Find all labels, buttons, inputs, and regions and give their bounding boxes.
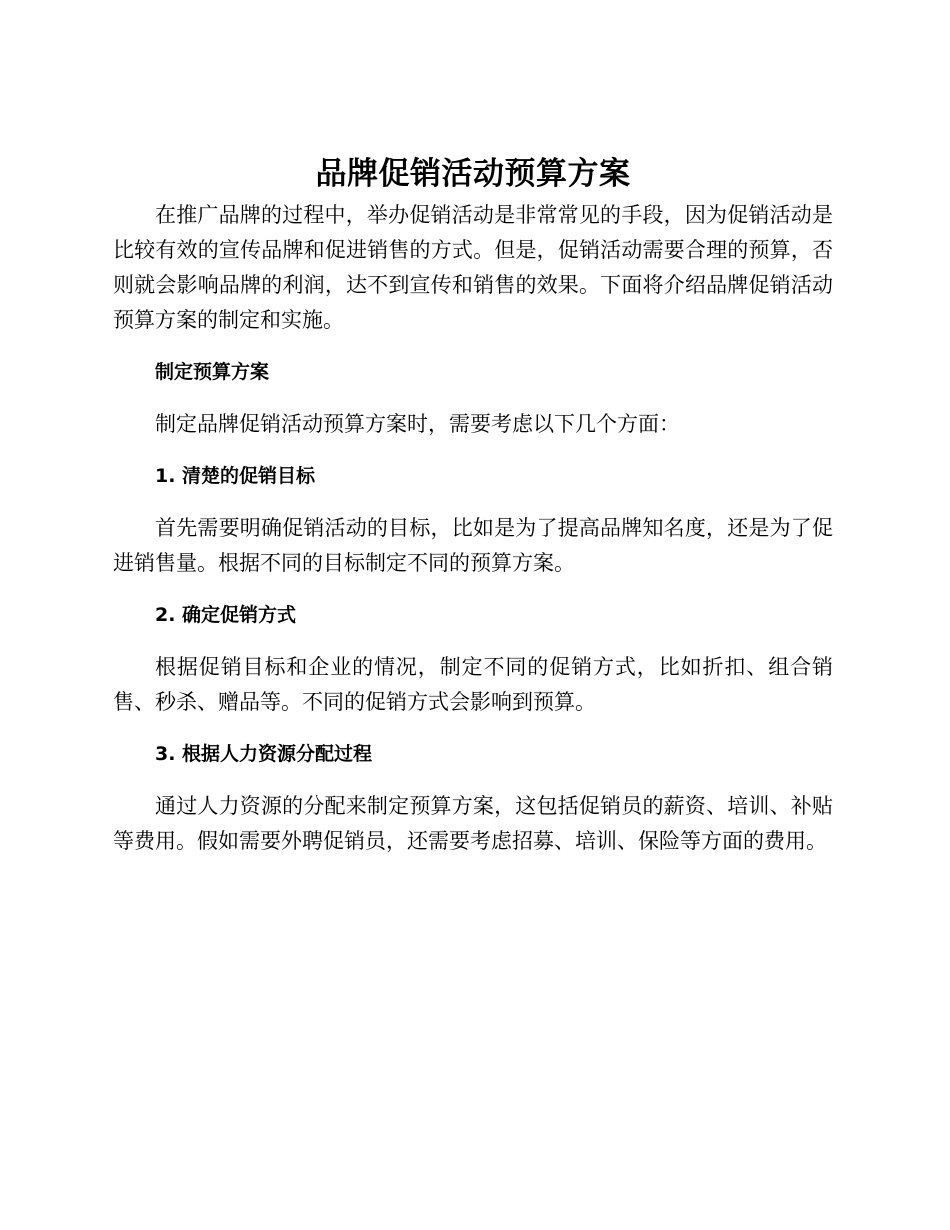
spacer <box>113 338 833 355</box>
section-lead-paragraph: 制定品牌促销活动预算方案时，需要考虑以下几个方面： <box>155 412 680 436</box>
item-heading-2: 2. 确定促销方式 <box>155 604 297 626</box>
intro-paragraph: 在推广品牌的过程中，举办促销活动是非常常见的手段，因为促销活动是比较有效的宣传品牌和促进销售的方式。但是，促销活动需要合理的预算，否则就会影响品牌的利润，达不到宣传和销售的效果。下面将介绍品牌促销活动预算方案的制定和实施。 <box>113 203 833 332</box>
item-body-3: 通过人力资源的分配来制定预算方案，这包括促销员的薪资、培训、补贴等费用。假如需要外聘促销员，还需要考虑招募、培训、保险等方面的费用。 <box>113 794 833 853</box>
item-body-2: 根据促销目标和企业的情况，制定不同的促销方式，比如折扣、组合销售、秒杀、赠品等。不同的促销方式会影响到预算。 <box>113 655 833 714</box>
spacer <box>113 390 833 407</box>
spacer <box>113 720 833 737</box>
document-content <box>113 150 833 859</box>
spacer <box>113 633 833 650</box>
section-heading: 制定预算方案 <box>155 361 270 383</box>
spacer <box>113 442 833 459</box>
spacer <box>113 494 833 511</box>
document-title: 品牌促销活动预算方案 <box>315 156 631 192</box>
item-heading-3: 3. 根据人力资源分配过程 <box>155 743 373 765</box>
spacer <box>113 772 833 789</box>
spacer <box>113 581 833 598</box>
item-heading-1: 1. 清楚的促销目标 <box>155 465 316 487</box>
item-body-1: 首先需要明确促销活动的目标，比如是为了提高品牌知名度，还是为了促进销售量。根据不同的目标制定不同的预算方案。 <box>113 516 833 575</box>
